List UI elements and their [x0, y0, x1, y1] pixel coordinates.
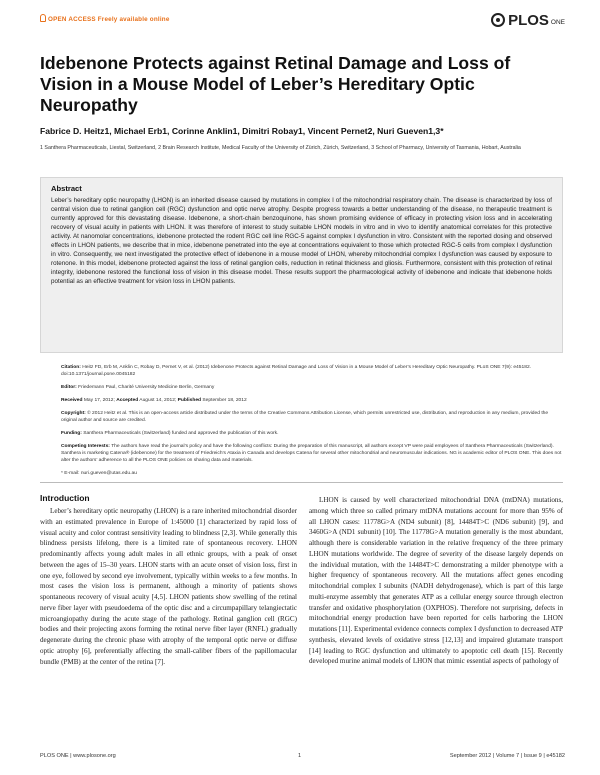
copyright: Copyright: © 2012 Heitz et al. This is an open-access article distributed under the terms of the Creative Commons Attribution License, which permits unrestricted use, distribution, and reproduction in any medium, provided the original author and source are credited.: [61, 411, 549, 423]
abstract-text: Leber’s hereditary optic neuropathy (LHON) is an inherited disease caused by mutations in complex I of the mitochondrial respiratory chain. The disease is characterized by loss of central vision due to retinal ganglion cell (RGC) dysfunction and optic nerve atrophy. Despite progress towards a better understanding of the disease, no therapeutic treatment is currently approved for this devastating disease. Idebenone, a short-chain benzoquinone, has shown promising evidence of efficacy in protecting vision loss and in accelerating recovery of visual acuity in patients with LHON. It was therefore of interest to study suitable LHON models in vitro and in vivo to identify anatomical correlates for this protective activity. At nanomolar concentrations, idebenone protected the rodent RGC cell line RGC-5 against complex I dysfunction in vitro. Consistent with the reported dosing and observed effects in LHON patients, we describe that in mice, idebenone penetrated into the eye at concentrations equivalent to those which protected RGC-5 cells from complex I dysfunction in vitro. Consequently, we next investigated the protective effect of idebenone in a mouse model of LHON, whereby mitochondrial complex I dysfunction was caused by exposure to rotenone. In this model, idebenone protected against the loss of retinal ganglion cells, reduction in retinal thickness and gliosis. Furthermore, consistent with this protection of retinal integrity, idebenone restored the functional loss of vision in this disease model. These results support the pharmacological activity of idebenone and indicate that idebenone holds potential as an effective treatment for vision loss in LHON patients.: [51, 197, 552, 286]
editor: Editor: Friedemann Paul, Charité University Medicine Berlin, Germany: [61, 385, 215, 390]
abstract-heading: Abstract: [51, 184, 82, 193]
intro-right-column: LHON is caused by well characterized mitochondrial DNA (mtDNA) mutations, among which three so called primary mtDNA mutations account for more than 95% of all LHON cases: 11778G>A (ND4 subunit) [8], 14484T>C (ND6 subunit) [9], and 3460G>A (ND1 subunit) [10]. The 11778G>A mutation generally is the most abundant, although there is considerable variation in the relative frequency of the three primary LHON mutations worldwide. The degree of severity of the disease largely depends on the individual mutation, with the 14484T>C demonstrating a milder phenotype with a higher frequency of spontaneous recovery. All the mutations affect genes encoding mitochondrial complex I subunits (NADH dehydrogenase), which is part of this large multi-enzyme assembly that generates ATP as a cellular energy source through electron transfer and oxidative phosphorylation (OXPHOS). Therefore not surprising, defects in mitochondrial energy production have been reported for cells harboring the LHON mutations [11]. Experimental evidence connects complex I dysfunction to decreased ATP synthesis, elevated levels of oxidative stress [12,13] and impaired glutamate transport [14] leading to RGC dysfunction and ultimately to apoptotic cell death [15]. Recently developed murine animal models of LHON that mimic essential aspects of pathology of: [309, 496, 563, 666]
section-divider: [40, 482, 563, 483]
open-access-lock-icon: [40, 14, 46, 22]
competing-interests: Competing Interests: The authors have read the journal’s policy and have the following conflicts: During the preparation of this manuscript, all authors except VP were paid employees of Santhera Pharmaceuticals (Switzerland). Santhera is marketing Catena® (idebenone) for the treatment of Friedreich’s Ataxia in Canada and develops Catena for several other mitochondrial and neuromuscular indications. NG is academic editor of PLOS ONE. This does not alter the authors’ adherence to all the PLOS ONE policies on sharing data and materials.: [61, 444, 562, 463]
plos-logo-text: PLOS: [508, 12, 549, 29]
journal-header: [40, 12, 565, 38]
author-list: Fabrice D. Heitz1, Michael Erb1, Corinne Anklin1, Dimitri Robay1, Vincent Pernet2, Nuri Gueven1,3*: [40, 126, 444, 136]
plos-logo-sub: ONE: [550, 19, 565, 26]
article-title: Idebenone Protects against Retinal Damage and Loss of Vision in a Mouse Model of Leber’s Hereditary Optic Neuropathy: [40, 53, 511, 115]
open-access-banner: [40, 14, 170, 23]
abstract-box: [40, 177, 563, 353]
footer-issue: September 2012 | Volume 7 | Issue 9 | e45182: [449, 753, 565, 759]
affiliations: 1 Santhera Pharmaceuticals, Liestal, Switzerland, 2 Brain Research Institute, Medical Faculty of the University of Zürich, Zürich, Switzerland, 3 School of Pharmacy, University of Tasmania, Hobart, Australia: [40, 145, 521, 151]
footer-journal: PLOS ONE | www.plosone.org: [40, 753, 116, 759]
intro-left-column: Leber’s hereditary optic neuropathy (LHON) is a rare inherited mitochondrial disorder with an estimated prevalence in Europe of 1:45000 [1] characterized by rapid loss of visual acuity and color contrast sensitivity leading to blindness [2,3]. While generally this blindness persists lifelong, there is a limited rate of spontaneous recovery. LHON predominantly affects young adult males in all ethnic groups, with a peak of onset between the ages of 15–30 years. LHON starts with an acute onset of vision loss, first in one eye, followed by second eye involvement, typically within weeks to a few months. In most cases the vision loss is permanent, although a minority of patients shows spontaneous recovery of visual acuity [4,5]. LHON patients show swelling of the retinal nerve fiber layer with pseudoedema of the optic disc and a circumpapillary telangiectatic microangiopathy during the acute stage of the pathology. Retinal ganglion cell (RGC) bodies and their projecting axons forming the retinal nerve fiber layer (RNFL) gradually degenerate during the chronic phase with atrophy of the temporal optic nerve or diffuse optic atrophy [6], preferentially affecting the small-caliber fibers of the papillomacular bundle (PMB) at the center of the retina [7].: [40, 507, 297, 666]
open-access-text: OPEN ACCESS Freely available online: [48, 16, 170, 23]
corresponding-email: * E-mail: nuri.gueven@utas.edu.au: [61, 471, 137, 476]
plos-logo-icon: [491, 13, 505, 27]
introduction-heading: Introduction: [40, 493, 90, 503]
dates: Received May 17, 2012; Accepted August 14, 2012; Published September 18, 2012: [61, 398, 247, 403]
citation: Citation: Heitz FD, Erb M, Anklin C, Robay D, Pernet V, et al. (2012) Idebenone Protects against Retinal Damage and Loss of Vision in a Mouse Model of Leber’s Hereditary Optic Neuropathy. PLoS ONE 7(9): e45182. doi:10.1371/journal.pone.0045182: [61, 365, 532, 377]
footer-page-number: 1: [298, 753, 302, 759]
plos-one-logo: [491, 12, 565, 29]
funding: Funding: Santhera Pharmaceuticals (Switzerland) funded and approved the publication of this work.: [61, 431, 279, 436]
page-footer: [40, 753, 565, 765]
article-metadata: [61, 364, 563, 483]
